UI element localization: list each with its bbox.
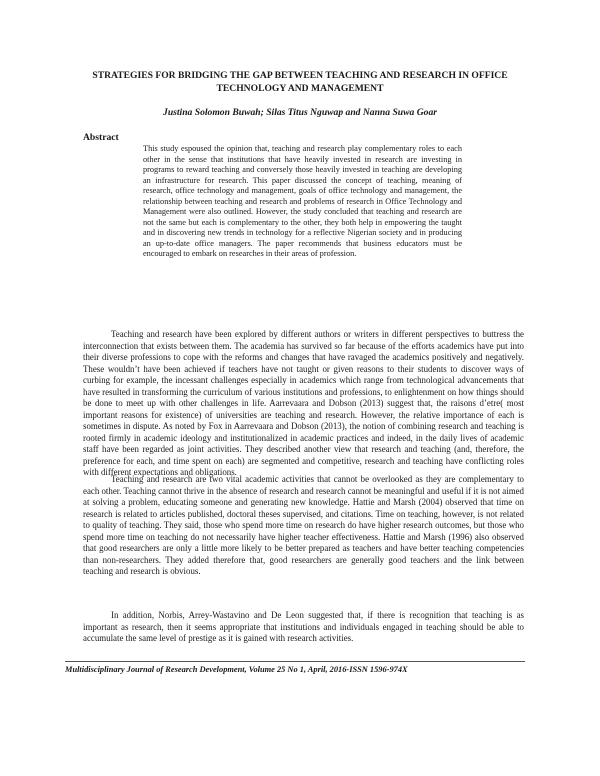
body-paragraph-1: Teaching and research have been explored by different authors or writers in different perspectives to buttress the interconnection that exists between them. The academia has survived so far because of the efforts academics have put into their diverse professions to cope with the reforms and changes that have ravaged the academics positively and negatively. These wouldn’t have been achieved if teachers have not taught or given reasons to their students to discover ways of curbing for example, the incessant challenges especially in academics which range from technological advancements that have resulted in transforming the curriculum of various institutions and professions, to enlightenment on how things should be done to meet up with other challenges in life. Aarrevaara and Dobson (2013) suggest that, the raisons d’etre( most important reasons for existence) of universities are teaching and research. However, the relative importance of each is sometimes in dispute. As noted by Fox in Aarrevaara and Dobson (2013), the notion of combining research and teaching is rooted firmly in academic ideology and institutionalized in academic practices and indeed, in the daily lives of academic staff have been regarded as joint activities. They described another view that research and teaching (and, therefore, the preference for each, and time spent on each) are segmented and competitive, research and teaching have conflicting roles with different expectations and obligations. <box>83 329 524 477</box>
body-paragraph-2: Teaching and research are two vital academic activities that cannot be overlooked as they are complementary to each other. Teaching cannot thrive in the absence of research and research cannot be meaningful and useful if it is not aimed at solving a problem, educating someone and generating new knowledge. Hattie and Marsh (2004) observed that time on research is related to articles published, doctoral theses supervised, and citations. Time on teaching, however, is not related to quality of teaching. They said, those who spend more time on research do have higher research outcomes, but those who spend more time on teaching do not necessarily have higher teacher effectiveness. Hattie and Marsh (1996) also observed that good researchers are only a little more likely to be better prepared as teachers and have better teaching competencies than non-researchers. They added therefore that, good researchers are generally good teachers and the link between teaching and research is obvious. <box>83 474 524 576</box>
journal-footer: Multidisciplinary Journal of Research Development, Volume 25 No 1, April, 2016-ISSN 1596-974X <box>65 665 408 674</box>
footer-divider <box>65 661 525 662</box>
paper-title: STRATEGIES FOR BRIDGING THE GAP BETWEEN TEACHING AND RESEARCH IN OFFICE TECHNOLOGY AND MANAGEMENT <box>92 70 508 94</box>
abstract-body: This study espoused the opinion that, teaching and research play complementary roles to each other in the sense that institutions that have heavily invested in research are investing in programs to reward teaching and conversely those heavily invested in teaching are developing an infrastructure for research. This paper discussed the concept of teaching, meaning of research, office technology and management, goals of office technology and management, the relationship between teaching and research and problems of research in Office Technology and Management were also outlined. However, the study concluded that teaching and research are not the same but each is complementary to the other, they both help in empowering the taught and in discovering new trends in technology for a reflective Nigerian society and in producing an up-to-date office managers. The paper recommends that business educators must be encouraged to embark on researches in their areas of profession. <box>143 144 462 258</box>
abstract-heading: Abstract <box>83 132 119 143</box>
paper-authors: Justina Solomon Buwah; Silas Titus Nguwap and Nanna Suwa Goar <box>163 107 437 118</box>
body-paragraph-3: In addition, Norbis, Arrey-Wastavino and De Leon suggested that, if there is recognition that teaching is as important as research, then it seems appropriate that institutions and individuals engaged in teaching should be able to accumulate the same level of prestige as it is gained with research activities. <box>83 610 524 643</box>
